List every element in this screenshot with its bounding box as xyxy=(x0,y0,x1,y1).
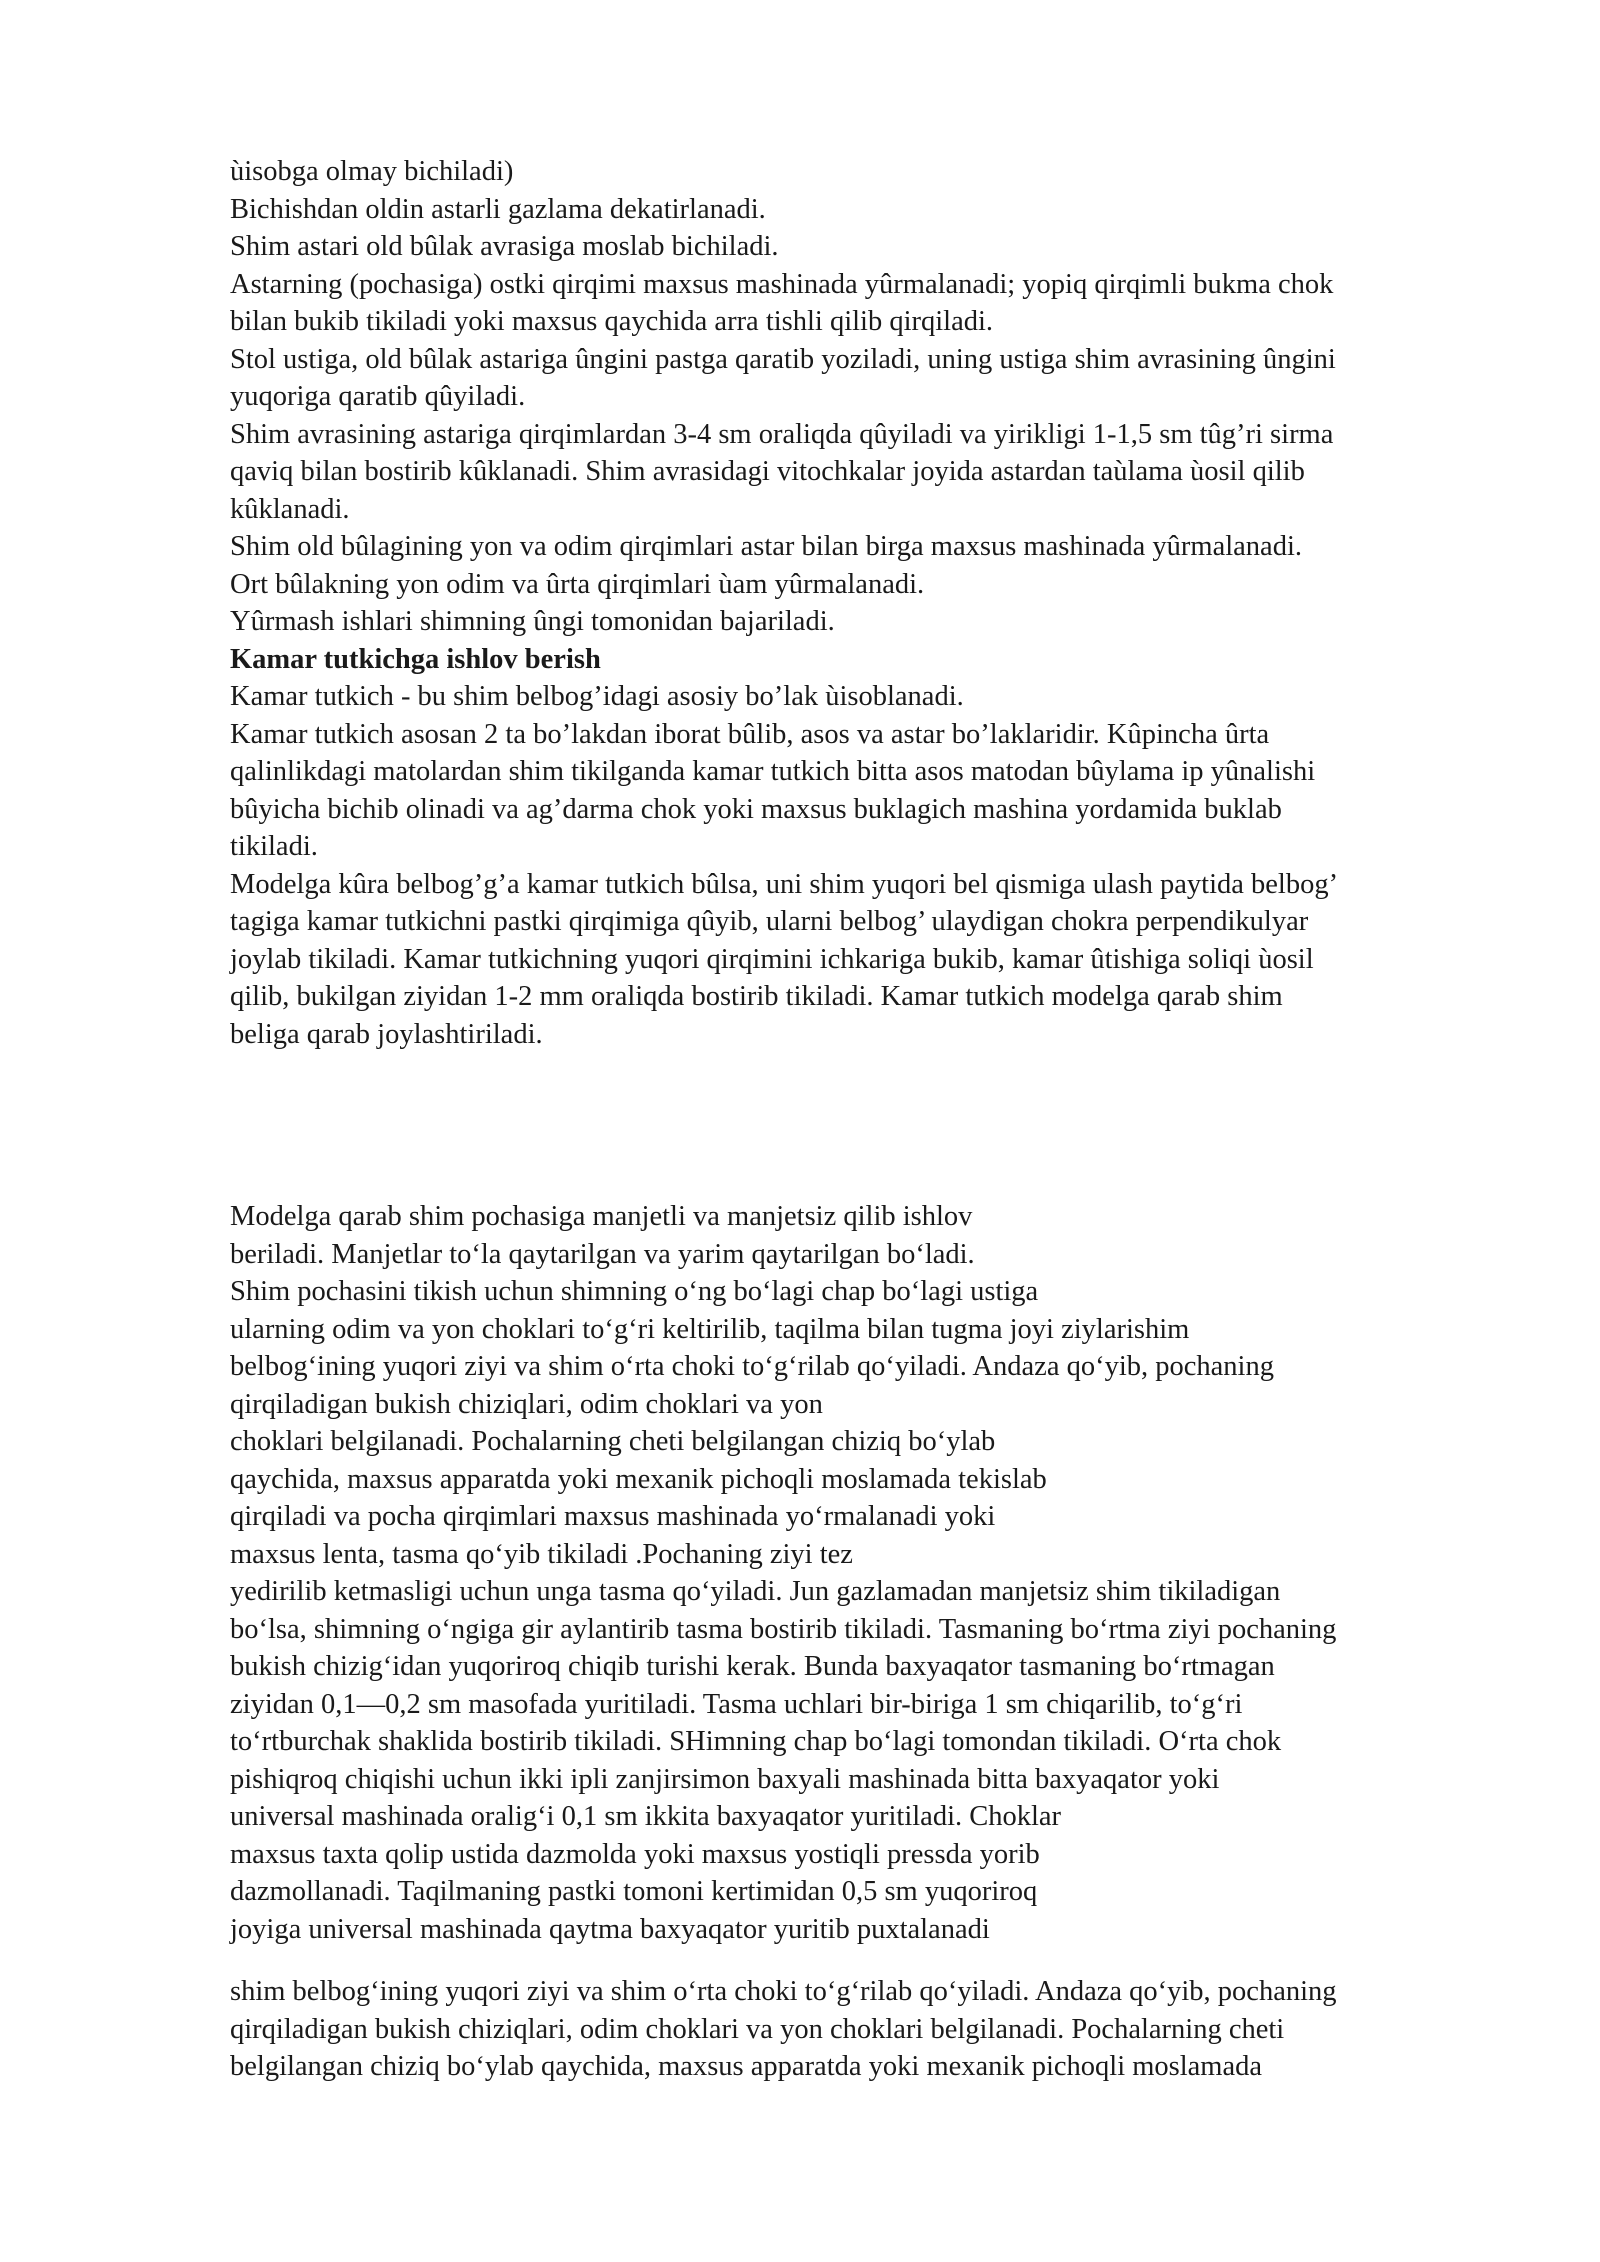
text-line: beliga qarab joylashtiriladi. xyxy=(230,1018,543,1050)
text-line: Bichishdan oldin astarli gazlama dekatirlanadi. xyxy=(230,193,766,225)
text-line: belbog‘ining yuqori ziyi va shim o‘rta choki to‘g‘rilab qo‘yiladi. Andaza qo‘yib, pochaning xyxy=(230,1351,1274,1382)
text-line: maxsus taxta qolip ustida dazmolda yoki maxsus yostiqli pressda yorib xyxy=(230,1838,1040,1870)
text-line: beriladi. Manjetlar to‘la qaytarilgan va yarim qaytarilgan bo‘ladi. xyxy=(230,1238,975,1270)
text-line: kûklanadi. xyxy=(230,493,350,525)
text-line: qilib, bukilgan ziyidan 1-2 mm oraliqda bostirib tikiladi. Kamar tutkich modelga qarab shim xyxy=(230,981,1283,1012)
section-1 xyxy=(230,153,1530,1053)
text-line: Modelga qarab shim pochasiga manjetli va manjetsiz qilib ishlov xyxy=(230,1201,973,1232)
text-line: joylab tikiladi. Kamar tutkichning yuqori qirqimini ichkariga bukib, kamar ûtishiga soliqi ùosil xyxy=(230,943,1314,975)
text-line: bilan bukib tikiladi yoki maxsus qaychida arra tishli qilib qirqiladi. xyxy=(230,306,994,337)
text-line: Kamar tutkich asosan 2 ta bo’lakdan iborat bûlib, asos va astar bo’laklaridir. Kûpincha ûrta xyxy=(230,718,1270,750)
text-line: choklari belgilanadi. Pochalarning cheti belgilangan chiziq bo‘ylab xyxy=(230,1426,996,1457)
text-line: qaychida, maxsus apparatda yoki mexanik pichoqli moslamada tekislab xyxy=(230,1463,1047,1495)
text-line: ularning odim va yon choklari to‘g‘ri keltirilib, taqilma bilan tugma joyi ziylarishim xyxy=(230,1313,1190,1345)
text-line: yuqoriga qaratib qûyiladi. xyxy=(230,381,526,412)
text-line: qaviq bilan bostirib kûklanadi. Shim avrasidagi vitochkalar joyida astardan taùlama ùosil qilib xyxy=(230,456,1305,487)
text-line: yedirilib ketmasligi uchun unga tasma qo‘yiladi. Jun gazlamadan manjetsiz shim tikiladigan xyxy=(230,1576,1281,1607)
text-line: Stol ustiga, old bûlak astariga ûngini pastga qaratib yoziladi, uning ustiga shim avrasining ûngini xyxy=(230,343,1336,375)
text-line: to‘rtburchak shaklida bostirib tikiladi. SHimning chap bo‘lagi tomondan tikiladi. O‘rta chok xyxy=(230,1726,1282,1757)
text-line: qirqiladi va pocha qirqimlari maxsus mashinada yo‘rmalanadi yoki xyxy=(230,1501,996,1532)
section-heading: Kamar tutkichga ishlov berish xyxy=(230,643,601,675)
text-line: Shim pochasini tikish uchun shimning o‘ng bo‘lagi chap bo‘lagi ustiga xyxy=(230,1276,1039,1307)
text-line: qirqiladigan bukish chiziqlari, odim choklari va yon xyxy=(230,1388,823,1420)
text-line: Astarning (pochasiga) ostki qirqimi maxsus mashinada yûrmalanadi; yopiq qirqimli bukma chok xyxy=(230,268,1334,300)
text-line: tagiga kamar tutkichni pastki qirqimiga qûyib, ularni belbog’ ulaydigan chokra perpendikulyar xyxy=(230,906,1309,937)
text-line: Shim avrasining astariga qirqimlardan 3-4 sm oraliqda qûyiladi va yirikligi 1-1,5 sm tûg’ri sirma xyxy=(230,418,1334,450)
text-line: bukish chizig‘idan yuqoriroq chiqib turishi kerak. Bunda baxyaqator tasmaning bo‘rtmagan xyxy=(230,1651,1275,1682)
text-line: joyiga universal mashinada qaytma baxyaqator yuritib puxtalanadi xyxy=(230,1913,990,1945)
text-line: Shim astari old bûlak avrasiga moslab bichiladi. xyxy=(230,231,779,262)
text-line: tikiladi. xyxy=(230,831,318,862)
text-line: maxsus lenta, tasma qo‘yib tikiladi .Pochaning ziyi tez xyxy=(230,1538,853,1570)
text-line: qalinlikdagi matolardan shim tikilganda kamar tutkich bitta asos matodan bûylama ip yûnalishi xyxy=(230,756,1316,787)
text-line: ziyidan 0,1—0,2 sm masofada yuritiladi. Tasma uchlari bir-biriga 1 sm chiqarilib, to‘g‘ri xyxy=(230,1688,1243,1720)
text-line: belgilangan chiziq bo‘ylab qaychida, maxsus apparatda yoki mexanik pichoqli moslamada xyxy=(230,2051,1263,2082)
text-line: universal mashinada oralig‘i 0,1 sm ikkita baxyaqator yuritiladi. Choklar xyxy=(230,1801,1062,1832)
text-line: bûyicha bichib olinadi va ag’darma chok yoki maxsus buklagich mashina yordamida buklab xyxy=(230,793,1282,825)
text-line: pishiqroq chiqishi uchun ikki ipli zanjirsimon baxyali mashinada bitta baxyaqator yoki xyxy=(230,1763,1220,1795)
text-line: Yûrmash ishlari shimning ûngi tomonidan bajariladi. xyxy=(230,606,835,637)
text-line: ùisobga olmay bichiladi) xyxy=(230,156,514,187)
text-line: shim belbog‘ining yuqori ziyi va shim o‘rta choki to‘g‘rilab qo‘yiladi. Andaza qo‘yib, pochaning xyxy=(230,1976,1337,2007)
text-line: Ort bûlakning yon odim va ûrta qirqimlari ùam yûrmalanadi. xyxy=(230,568,925,600)
text-line: qirqiladigan bukish chiziqlari, odim choklari va yon choklari belgilanadi. Pochalarning cheti xyxy=(230,2013,1285,2045)
section-3 xyxy=(230,1973,1530,2086)
text-line: Kamar tutkich - bu shim belbog’idagi asosiy bo’lak ùisoblanadi. xyxy=(230,681,964,712)
text-line: dazmollanadi. Taqilmaning pastki tomoni kertimidan 0,5 sm yuqoriroq xyxy=(230,1876,1038,1907)
text-line: Modelga kûra belbog’g’a kamar tutkich bûlsa, uni shim yuqori bel qismiga ulash paytida belbog’ xyxy=(230,868,1339,900)
section-2 xyxy=(230,1198,1530,1948)
text-line: Shim old bûlagining yon va odim qirqimlari astar bilan birga maxsus mashinada yûrmalanadi. xyxy=(230,531,1302,562)
text-line: bo‘lsa, shimning o‘ngiga gir aylantirib tasma bostirib tikiladi. Tasmaning bo‘rtma ziyi pochaning xyxy=(230,1613,1337,1645)
